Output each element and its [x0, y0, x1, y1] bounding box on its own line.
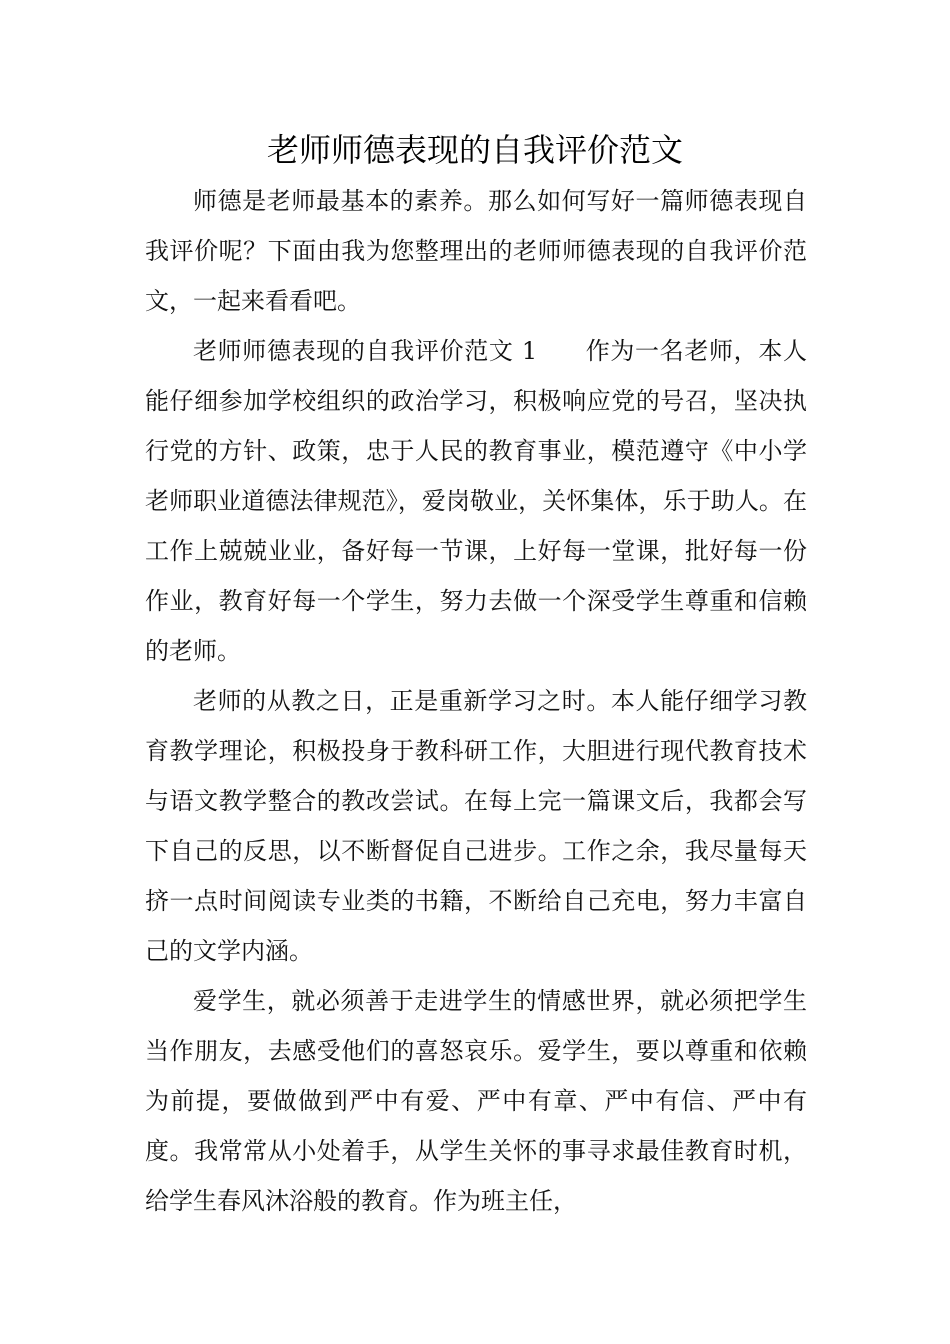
paragraph-3: 爱学生，就必须善于走进学生的情感世界，就必须把学生当作朋友，去感受他们的喜怒哀乐。爱学生，要以尊重和依赖为前提，要做做到严中有爱、严中有章、严中有信、严中有度。我常常从小处着手，从学生关怀的事寻求最佳教育时机，给学生春风沐浴般的教育。作为班主任， — [145, 987, 807, 1215]
section-1-text: 作为一名老师，本人能仔细参加学校组织的政治学习，积极响应党的号召，坚决执行党的方针、政策，忠于人民的教育事业，模范遵守《中小学老师职业道德法律规范》，爱岗敬业，关怀集体，乐于助人。在工作上兢兢业业，备好每一节课，上好每一堂课，批好每一份作业，教育好每一个学生，努力去做一个深受学生尊重和信赖的老师。 — [145, 337, 807, 665]
section-1-paragraph — [145, 326, 807, 676]
section-heading: 老师师德表现的自我评价范文 1 — [193, 337, 538, 365]
document-body — [145, 176, 807, 1226]
paragraph-2: 老师的从教之日，正是重新学习之时。本人能仔细学习教育教学理论，积极投身于教科研工作，大胆进行现代教育技术与语文教学整合的教改尝试。在每上完一篇课文后，我都会写下自己的反思，以不断督促自己进步。工作之余，我尽量每天挤一点时间阅读专业类的书籍，不断给自己充电，努力丰富自己的文学内涵。 — [145, 687, 807, 965]
document-title: 老师师德表现的自我评价范文 — [266, 131, 683, 169]
intro-paragraph: 师德是老师最基本的素养。那么如何写好一篇师德表现自我评价呢？下面由我为您整理出的老师师德表现的自我评价范文，一起来看看吧。 — [145, 187, 807, 315]
